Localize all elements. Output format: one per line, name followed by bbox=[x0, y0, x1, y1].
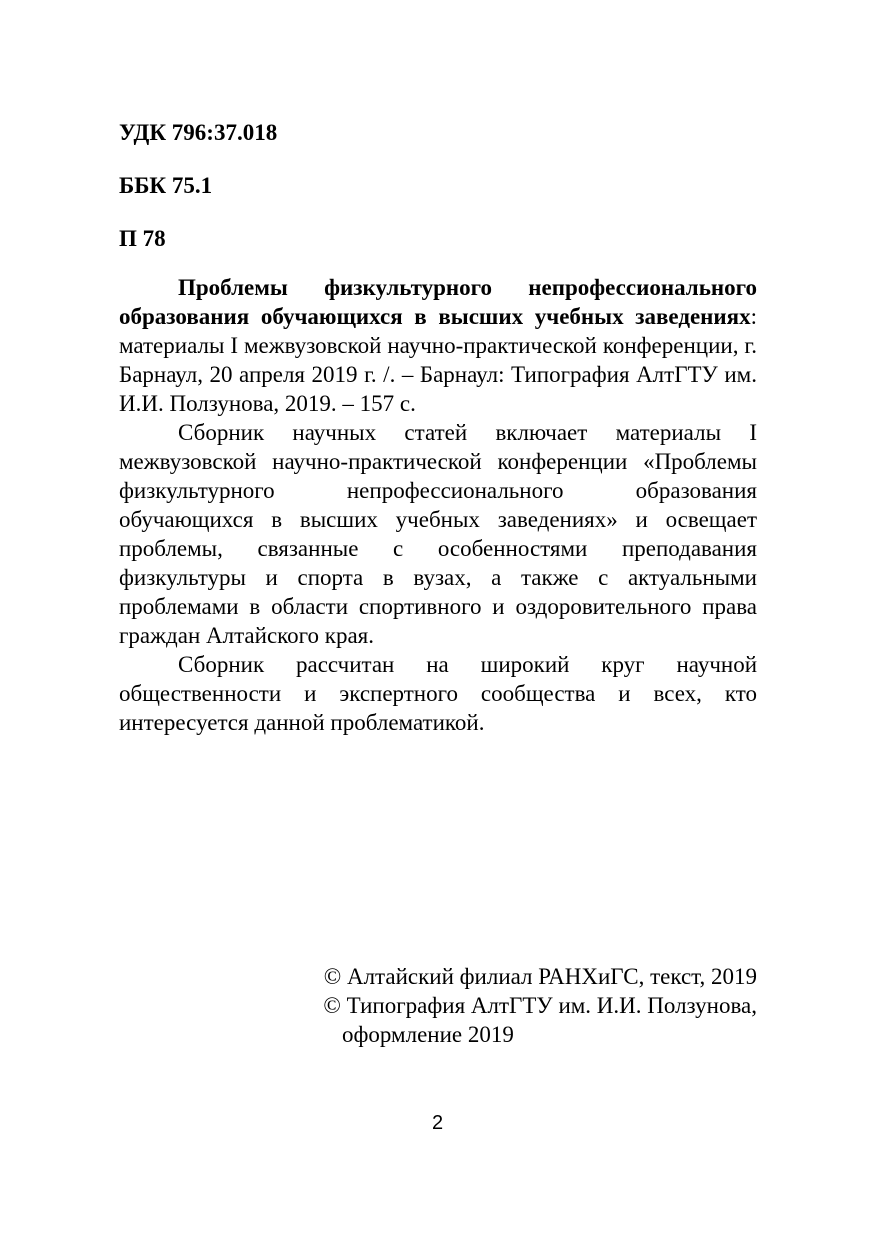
abstract-paragraph-2: Сборник рассчитан на широкий круг научной общественности и экспертного сообщества и всех, кто интересуется данной проблематикой. bbox=[119, 652, 757, 735]
bbk-code: ББК 75.1 bbox=[119, 173, 213, 198]
page-number: 2 bbox=[431, 1112, 444, 1134]
publication-details: : материалы I межвузовской научно-практической конференции, г. Барнаул, 20 апреля 2019 г. /. – Барнаул: Типография АлтГТУ им. И.И. Ползунова, 2019. – 157 с. bbox=[119, 304, 757, 416]
abstract-paragraph-1: Сборник научных статей включает материалы I межвузовской научно-практической конференции «Проблемы физкультурного непрофессионального образования обучающихся в высших учебных заведениях» и освещает проблемы, связанные с особенностями преподавания физкультуры и спорта в вузах, а также с актуальными проблемами в области спортивного и оздоровительного права граждан Алтайского края. bbox=[119, 420, 757, 648]
bibliographic-description bbox=[119, 273, 757, 418]
copyright-line-design: © Типография АлтГТУ им. И.И. Ползунова, bbox=[323, 993, 757, 1018]
copyright-line-design-year: оформление 2019 bbox=[342, 1022, 514, 1047]
copyright-line-text: © Алтайский филиал РАНХиГС, текст, 2019 bbox=[323, 964, 757, 989]
main-text bbox=[119, 273, 757, 737]
copyright-block bbox=[280, 962, 757, 1049]
author-mark: П 78 bbox=[119, 226, 166, 251]
publication-title: Проблемы физкультурного непрофессионального образования обучающихся в высших учебных заведениях bbox=[119, 275, 757, 329]
udk-code: УДК 796:37.018 bbox=[119, 120, 278, 145]
